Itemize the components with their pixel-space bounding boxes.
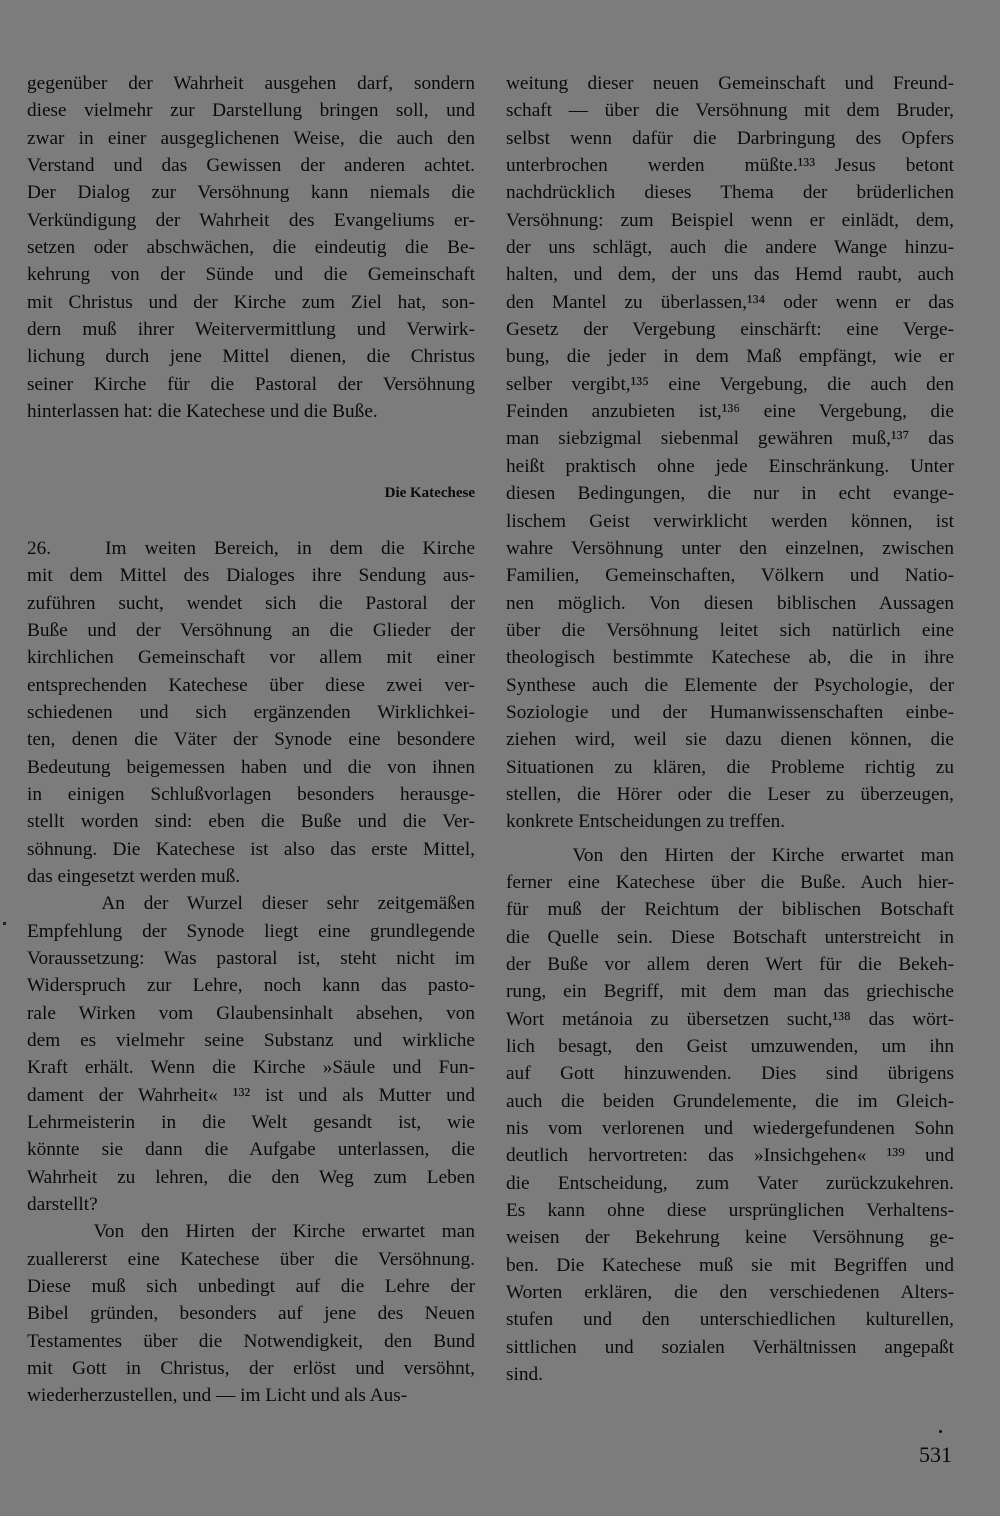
- text-line: Testamentes über die Notwendigkeit, den Bund: [27, 1330, 475, 1352]
- text-line: nen möglich. Von diesen biblischen Aussagen: [506, 592, 954, 614]
- text-line: für muß der Reichtum der biblischen Botschaft: [506, 899, 954, 921]
- text-line: lichung durch jene Mittel dienen, die Christus: [27, 346, 475, 368]
- ink-dot: [939, 1430, 942, 1433]
- text-line: man siebzigmal siebenmal gewähren muß,¹³⁷ das: [506, 428, 954, 450]
- text-line: Situationen zu klären, die Probleme richtig zu: [506, 756, 954, 778]
- text-line: ten, denen die Väter der Synode eine besondere: [27, 729, 475, 751]
- text-line: seiner Kirche für die Pastoral der Versöhnung: [27, 373, 475, 395]
- text-line: mit Christus und der Kirche zum Ziel hat, son-: [27, 291, 475, 313]
- text-line: Verstand und das Gewissen der anderen achtet.: [27, 155, 475, 177]
- paragraph-left-4: [27, 1218, 475, 1409]
- text-line: Wort metánoia zu übersetzen sucht,¹³⁸ das wört-: [506, 1008, 954, 1030]
- text-line: lich besagt, den Geist umzuwenden, um ihn: [506, 1036, 954, 1058]
- text-line: weisen der Bekehrung keine Versöhnung ge-: [506, 1227, 954, 1249]
- text-line: Der Dialog zur Versöhnung kann niemals die: [27, 182, 475, 204]
- left-column: [27, 70, 475, 1410]
- text-line: selbst wenn dafür die Darbringung des Opfers: [506, 127, 954, 149]
- text-line: unterbrochen werden müßte.¹³³ Jesus betont: [506, 155, 954, 177]
- text-line: Familien, Gemeinschaften, Völkern und Natio-: [506, 565, 954, 587]
- text-line: Synthese auch die Elemente der Psychologie, der: [506, 674, 954, 696]
- text-line: mit dem Mittel des Dialoges ihre Sendung aus-: [27, 565, 475, 587]
- text-line: zwar in einer ausgeglichenen Weise, die auch den: [27, 127, 475, 149]
- text-line: die Quelle sein. Diese Botschaft unterstreicht in: [506, 926, 954, 948]
- text-line: nachdrücklich dieses Thema der brüderlichen: [506, 182, 954, 204]
- text-line: über die Versöhnung leitet sich natürlich eine: [506, 619, 954, 641]
- text-line: sittlichen und sozialen Verhältnissen angepaßt: [506, 1336, 954, 1358]
- text-line: deutlich hervortreten: das »Insichgehen« ¹³⁹ und: [506, 1145, 954, 1167]
- text-line: Worten erklären, die den verschiedenen Alters-: [506, 1282, 954, 1304]
- text-line: der Buße vor allem deren Wert für die Bekeh-: [506, 954, 954, 975]
- text-line: söhnung. Die Katechese ist also das erste Mittel,: [27, 838, 475, 860]
- section-heading: Die Katechese: [384, 485, 475, 502]
- text-line: darstellt?: [27, 1194, 98, 1216]
- text-line: diesen Bedingungen, die nur in echt evange-: [506, 483, 954, 505]
- scan-mark: [3, 922, 6, 925]
- paragraph-left-1: [27, 70, 475, 425]
- text-line: schaft — über die Versöhnung mit dem Bruder,: [506, 100, 954, 122]
- text-line: der uns schlägt, auch die andere Wange hinzu-: [506, 237, 954, 259]
- text-line: ferner eine Katechese über die Buße. Auch hier-: [506, 871, 954, 893]
- text-line: 26. Im weiten Bereich, in dem die Kirche: [27, 537, 475, 559]
- text-line: stellt worden sind: eben die Buße und die Ver-: [27, 811, 475, 833]
- text-line: setzen oder abschwächen, die eindeutig die Be-: [27, 237, 475, 259]
- text-line: theologisch bestimmte Katechese ab, die in ihre: [506, 647, 954, 669]
- text-line: die Entscheidung, zum Vater zurückzukehren.: [506, 1172, 954, 1194]
- text-line: selber vergibt,¹³⁵ eine Vergebung, die auch den: [506, 373, 954, 395]
- text-line: Widerspruch zur Lehre, noch kann das pasto-: [27, 975, 475, 997]
- text-line: mit Gott in Christus, der erlöst und versöhnt,: [27, 1358, 475, 1380]
- text-line: Bibel gründen, besonders auf jene des Neuen: [27, 1303, 475, 1325]
- text-line: heißt praktisch ohne jede Einschränkung. Unter: [506, 455, 954, 477]
- text-line: diese vielmehr zur Darstellung bringen soll, und: [27, 100, 475, 122]
- text-line: kirchlichen Gemeinschaft vor allem mit einer: [27, 647, 475, 669]
- text-line: dern muß ihrer Weitervermittlung und Verwirk-: [27, 319, 475, 341]
- text-line: weitung dieser neuen Gemeinschaft und Freund-: [506, 73, 954, 94]
- text-line: Bedeutung beigemessen haben und die von ihnen: [27, 756, 475, 778]
- text-line: Diese muß sich unbedingt auf die Lehre der: [27, 1276, 475, 1298]
- text-line: kehrung von der Sünde und die Gemeinschaft: [27, 264, 475, 286]
- text-line: gegenüber der Wahrheit ausgehen darf, sondern: [27, 73, 475, 94]
- text-line: halten, und dem, der uns das Hemd raubt, auch: [506, 264, 954, 286]
- text-line: bung, die jeder in dem Maß empfängt, wie er: [506, 346, 954, 368]
- text-line: Versöhnung: zum Beispiel wenn er einlädt, dem,: [506, 209, 954, 231]
- text-line: Von den Hirten der Kirche erwartet man: [27, 1221, 475, 1243]
- text-line: Feinden anzubieten ist,¹³⁶ eine Vergebung, die: [506, 401, 954, 423]
- text-line: Verkündigung der Wahrheit des Evangeliums er-: [27, 209, 475, 231]
- text-line: Buße und der Versöhnung an die Glieder der: [27, 619, 475, 641]
- text-line: nis vom verlorenen und wiedergefundenen Sohn: [506, 1118, 954, 1140]
- text-line: dament der Wahrheit« ¹³² ist und als Mutter und: [27, 1084, 475, 1106]
- text-line: das eingesetzt werden muß.: [27, 865, 241, 887]
- text-line: schiedenen und sich ergänzenden Wirklichkei-: [27, 701, 475, 723]
- paragraph-left-2: [27, 535, 475, 890]
- text-line: Gesetz der Vergebung einschärft: eine Verge-: [506, 319, 954, 341]
- text-line: lischem Geist verwirklicht werden können, ist: [506, 510, 954, 532]
- paragraph-right-1: [506, 70, 954, 836]
- text-line: hinterlassen hat: die Katechese und die Buße.: [27, 401, 378, 423]
- text-line: dem es vielmehr seine Substanz und wirkliche: [27, 1030, 475, 1051]
- text-line: Von den Hirten der Kirche erwartet man: [506, 844, 954, 866]
- text-line: Soziologie und der Humanwissenschaften einbe-: [506, 701, 954, 723]
- text-line: Lehrmeisterin in die Welt gesandt ist, wie: [27, 1112, 475, 1134]
- text-line: rale Wirken vom Glaubensinhalt absehen, von: [27, 1002, 475, 1024]
- text-line: Wahrheit zu lehren, die den Weg zum Leben: [27, 1166, 475, 1188]
- text-line: An der Wurzel dieser sehr zeitgemäßen: [27, 893, 475, 915]
- text-line: sind.: [506, 1364, 543, 1386]
- text-line: stellen, die Hörer oder die Leser zu überzeugen,: [506, 783, 954, 805]
- text-line: Es kann ohne diese ursprünglichen Verhaltens-: [506, 1200, 954, 1222]
- text-line: wiederherzustellen, und — im Licht und als Aus-: [27, 1385, 408, 1407]
- text-line: auf Gott hinzuwenden. Dies sind übrigens: [506, 1063, 954, 1085]
- paragraph-left-3: [27, 890, 475, 1218]
- text-line: stufen und den unterschiedlichen kulturellen,: [506, 1309, 954, 1331]
- text-line: Kraft erhält. Wenn die Kirche »Säule und Fun-: [27, 1057, 475, 1079]
- text-line: Empfehlung der Synode liegt eine grundlegende: [27, 920, 475, 942]
- text-line: rung, ein Begriff, mit dem man das griechische: [506, 981, 954, 1003]
- text-line: Voraussetzung: Was pastoral ist, steht nicht im: [27, 947, 475, 969]
- text-line: auch die beiden Grundelemente, die im Gleich-: [506, 1090, 954, 1112]
- text-line: ziehen wird, weil sie dazu dienen können, die: [506, 729, 954, 751]
- text-line: könnte sie dann die Aufgabe unterlassen, die: [27, 1139, 475, 1161]
- right-column: [506, 70, 954, 1389]
- text-line: entsprechenden Katechese über diese zwei ver-: [27, 674, 475, 696]
- text-line: ben. Die Katechese muß sie mit Begriffen und: [506, 1254, 954, 1276]
- page-number: 531: [919, 1442, 952, 1467]
- paragraph-right-2: [506, 842, 954, 1389]
- text-line: den Mantel zu überlassen,¹³⁴ oder wenn er das: [506, 291, 954, 313]
- text-line: zuführen sucht, wendet sich die Pastoral der: [27, 592, 475, 614]
- text-line: konkrete Entscheidungen zu treffen.: [506, 811, 786, 833]
- text-line: zuallererst eine Katechese über die Versöhnung.: [27, 1248, 475, 1270]
- text-line: in einigen Schlußvorlagen besonders herausge-: [27, 783, 475, 805]
- text-line: wahre Versöhnung unter den einzelnen, zwischen: [506, 537, 954, 559]
